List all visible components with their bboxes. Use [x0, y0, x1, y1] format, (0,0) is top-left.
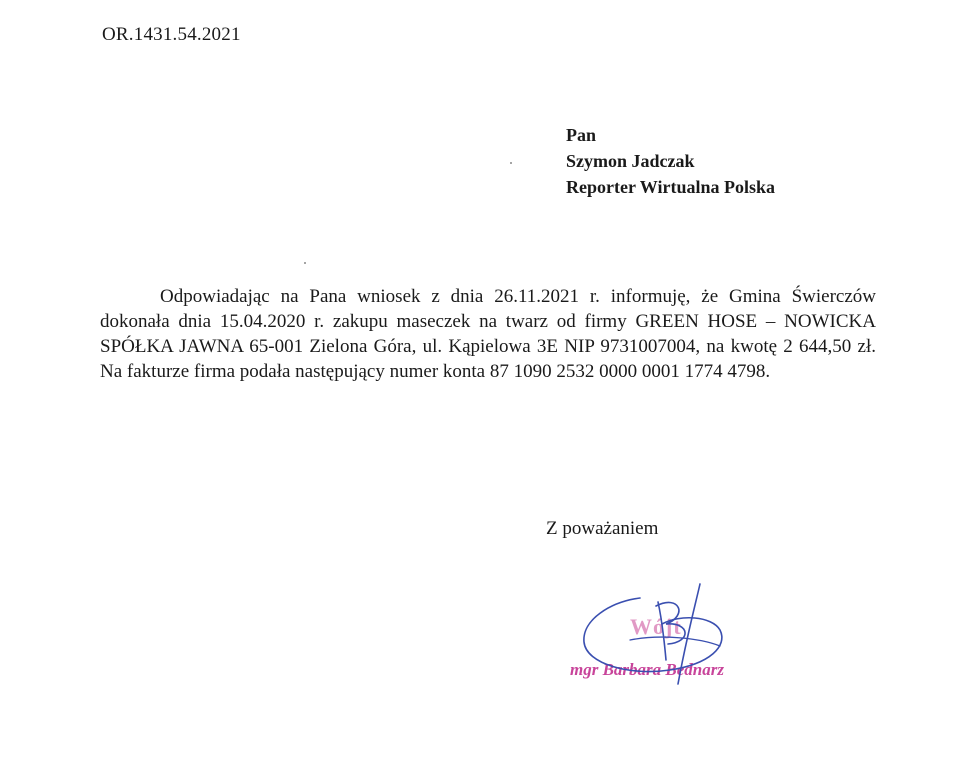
stamp-office-title: Wójt — [630, 614, 682, 639]
signature-stamp — [570, 580, 770, 710]
addressee-block — [566, 122, 775, 200]
scan-speck — [304, 262, 306, 264]
closing-salutation: Z poważaniem — [546, 518, 659, 539]
addressee-name: Szymon Jadczak — [566, 151, 695, 171]
handwritten-signature — [570, 580, 770, 710]
letter-body: Odpowiadając na Pana wniosek z dnia 26.11.2021 r. informuję, że Gmina Świerczów dokonała dnia 15.04.2020 r. zakupu maseczek na twarz od firmy GREEN HOSE – NOWICKA SPÓŁKA JAWNA 65-001 Zielona Góra, ul. Kąpielowa 3E NIP 9731007004, na kwotę 2 644,50 zł. Na fakturze firma podała następujący numer konta 87 1090 2532 0000 0001 1774 4798. — [100, 286, 876, 382]
addressee-title: Reporter Wirtualna Polska — [566, 177, 776, 197]
scan-speck — [510, 162, 512, 164]
reference-number: OR.1431.54.2021 — [102, 24, 241, 45]
stamp-name: mgr Barbara Bednarz — [570, 660, 724, 679]
addressee-salutation: Pan — [566, 125, 597, 145]
